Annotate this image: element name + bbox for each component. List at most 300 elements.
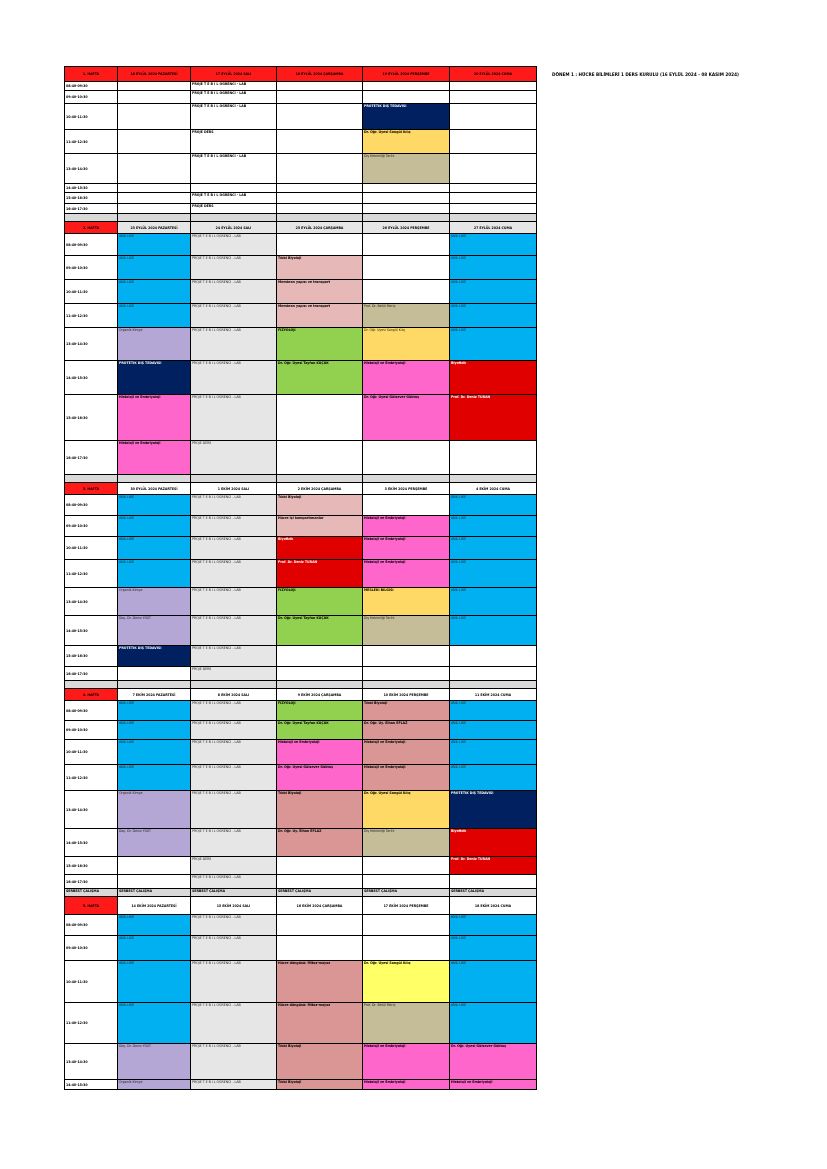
schedule-cell: Organik Kimya [118,588,191,616]
schedule-row [65,721,537,740]
schedule-cell: 11:40-12:30 [65,765,118,791]
schedule-cell: Histoloji ve Embriyoloji [363,516,450,537]
schedule-cell: ANİL LİKE [118,537,191,560]
schedule-cell: PROJE T E B İ L ÖĞRENCİ - LAB [191,701,277,721]
schedule-table [64,66,537,1090]
schedule-cell [118,875,191,889]
schedule-cell: Tıbbi Biyoloji [363,701,450,721]
schedule-cell: Dr. Öğr. Üyesi Tayfun KÜÇÜK [277,721,363,740]
schedule-cell [363,646,450,667]
schedule-cell: ANİL LİKE [450,616,537,646]
schedule-cell: FİZYOLOJİ [277,328,363,361]
schedule-row [65,441,537,475]
schedule-cell [363,214,450,222]
schedule-cell: 08:40-09:30 [65,915,118,936]
document-title: DÖNEM 1 : HÜCRE BİLİMLERİ 1 DERS KURULU (16 EYLÜL 2024 - 08 KASIM 2024) [552,72,739,77]
schedule-cell [277,130,363,154]
schedule-cell [363,184,450,193]
schedule-cell: ANİL LİKE [118,256,191,280]
schedule-cell: PROJE T E B İ L ÖĞRENCİ - LAB [191,91,277,104]
schedule-cell [450,441,537,475]
schedule-cell [277,857,363,875]
schedule-cell: MESLEKİ BİLGİSİ [363,588,450,616]
schedule-row [65,82,537,91]
schedule-cell: PROJE T E B İ L ÖĞRENCİ - LAB [191,616,277,646]
schedule-cell: Hücre döngüsü: Mitoz-mayoz [277,961,363,1003]
schedule-cell: 16:40-17:30 [65,204,118,214]
schedule-cell [363,667,450,681]
schedule-cell [363,91,450,104]
schedule-cell [191,214,277,222]
schedule-cell: ANİL LİKE [118,740,191,765]
schedule-cell: 11:40-12:30 [65,560,118,588]
schedule-cell: 3 EKİM 2024 PERŞEMBE [363,483,450,495]
schedule-cell [277,475,363,483]
schedule-cell: 09:40-10:30 [65,936,118,961]
schedule-row [65,961,537,1003]
schedule-cell: PROJE T E B İ L ÖĞRENCİ - LAB [191,1080,277,1090]
schedule-cell: Tıbbi Biyoloji [277,256,363,280]
schedule-cell: ANİL LİKE [450,701,537,721]
schedule-row [65,915,537,936]
schedule-cell: 16 EKİM 2024 ÇARŞAMBA [277,897,363,915]
schedule-row [65,537,537,560]
schedule-cell [191,184,277,193]
schedule-cell: 23 EYLÜL 2024 PAZARTESİ [118,222,191,234]
schedule-cell: ANİL LİKE [450,304,537,328]
schedule-cell [363,495,450,516]
schedule-cell: Doç. Dr. Deniz YİĞİT [118,616,191,646]
schedule-row [65,681,537,689]
schedule-cell: Doç. Dr. Deniz YİĞİT [118,829,191,857]
schedule-cell: Doç. Dr. Deniz YİĞİT [118,1044,191,1080]
schedule-cell: PROTETİK DİŞ TEDAVİSİ [450,791,537,829]
schedule-row [65,516,537,537]
schedule-cell: ANİL LİKE [118,765,191,791]
schedule-cell: Prof. Dr. Betül Meriç [363,1003,450,1044]
schedule-cell: 19 EYLÜL 2024 PERŞEMBE [363,67,450,82]
schedule-cell: 15 EKİM 2024 SALI [191,897,277,915]
schedule-cell: Histoloji ve Embriyoloji [363,1080,450,1090]
schedule-cell: FİZYOLOJİ [277,701,363,721]
schedule-cell [450,667,537,681]
schedule-row [65,588,537,616]
schedule-cell [65,475,118,483]
schedule-cell [118,91,191,104]
schedule-cell: Dr. Öğr. Üyesi Songül Kılıç [363,791,450,829]
schedule-cell: ANİL LİKE [118,721,191,740]
schedule-cell [277,646,363,667]
schedule-row [65,214,537,222]
schedule-cell: Dr. Öğr. Üyesi Songül Kılıç [363,328,450,361]
schedule-cell: Prof. Dr. Deniz TURAN [450,857,537,875]
schedule-cell: ANİL LİKE [118,495,191,516]
schedule-cell: 15:40-16:30 [65,646,118,667]
schedule-row [65,130,537,154]
schedule-cell [450,681,537,689]
schedule-cell: 30 EYLÜL 2024 PAZARTESİ [118,483,191,495]
schedule-cell: 09:40-10:30 [65,516,118,537]
schedule-cell: PROJE T E B İ L ÖĞRENCİ - LAB [191,193,277,204]
schedule-cell: 08:40-09:30 [65,701,118,721]
schedule-cell: 15:40-16:30 [65,395,118,441]
schedule-cell: PROTETİK DİŞ TEDAVİSİ [363,104,450,130]
schedule-row [65,204,537,214]
schedule-cell [277,193,363,204]
schedule-cell: ANİL LİKE [118,936,191,961]
schedule-cell: 08:40-09:30 [65,495,118,516]
schedule-row [65,897,537,915]
schedule-row [65,280,537,304]
schedule-cell: PROJE T E B İ L ÖĞRENCİ - LAB [191,875,277,889]
schedule-cell: Prof. Dr. Deniz TURAN [277,560,363,588]
schedule-cell: ANİL LİKE [450,495,537,516]
schedule-row [65,889,537,897]
schedule-cell: 2 EKİM 2024 ÇARŞAMBA [277,483,363,495]
schedule-cell [450,184,537,193]
schedule-cell [277,214,363,222]
schedule-cell: ANİL LİKE [450,256,537,280]
schedule-cell [65,214,118,222]
schedule-row [65,936,537,961]
schedule-cell: 17 EYLÜL 2024 SALI [191,67,277,82]
schedule-cell [118,857,191,875]
schedule-cell: 09:40-10:30 [65,721,118,740]
schedule-cell [118,82,191,91]
schedule-cell: Dr. Öğr. Üyesi Songül Kılıç [363,130,450,154]
schedule-cell: ANİL LİKE [118,234,191,256]
schedule-cell: 08:40-09:30 [65,82,118,91]
schedule-cell: 7 EKİM 2024 PAZARTESİ [118,689,191,701]
schedule-cell: PROJE DERS [191,130,277,154]
schedule-cell: 11:40-12:30 [65,304,118,328]
schedule-cell: PROJE T E B İ L ÖĞRENCİ - LAB [191,829,277,857]
schedule-cell [363,857,450,875]
schedule-cell: 27 EYLÜL 2024 CUMA [450,222,537,234]
schedule-cell: ANİL LİKE [450,234,537,256]
schedule-cell: PROJE T E B İ L ÖĞRENCİ - LAB [191,361,277,395]
schedule-cell [450,82,537,91]
schedule-cell: Histoloji ve Embriyoloji [363,560,450,588]
schedule-cell: 17 EKİM 2024 PERŞEMBE [363,897,450,915]
schedule-row [65,740,537,765]
schedule-cell: 18 EYLÜL 2024 ÇARŞAMBA [277,67,363,82]
schedule-row [65,1003,537,1044]
schedule-cell: Histoloji ve Embriyoloji [277,740,363,765]
schedule-cell [118,214,191,222]
schedule-cell: Organik Kimya [118,791,191,829]
schedule-cell: Prof. Dr. Betül Meriç [363,304,450,328]
schedule-cell: PROJE T E B İ L ÖĞRENCİ - LAB [191,1044,277,1080]
schedule-cell: Biyofizik [450,361,537,395]
schedule-cell [277,104,363,130]
schedule-cell: PROJE T E B İ L ÖĞRENCİ - LAB [191,154,277,184]
schedule-cell: Dr. Öğr. Üyesi Gülsever Güktaş [450,1044,537,1080]
schedule-cell: ANİL LİKE [118,1003,191,1044]
schedule-cell: 14:40-15:30 [65,829,118,857]
schedule-cell: Diş Hekimliği Tarihi [363,829,450,857]
schedule-cell: SERBEST ÇALIŞMA [118,889,191,897]
schedule-cell: 2. HAFTA [65,222,118,234]
schedule-row [65,483,537,495]
schedule-cell: ANİL LİKE [450,1003,537,1044]
schedule-row [65,701,537,721]
schedule-cell: PROJE DERS [191,204,277,214]
schedule-cell [450,130,537,154]
schedule-cell: 3. HAFTA [65,483,118,495]
schedule-cell [277,91,363,104]
schedule-cell [277,204,363,214]
schedule-cell [277,441,363,475]
week-header-row [65,67,537,82]
schedule-cell [118,193,191,204]
schedule-cell [65,681,118,689]
schedule-cell [363,193,450,204]
schedule-row [65,689,537,701]
schedule-cell: Prof. Dr. Deniz TURAN [450,395,537,441]
schedule-cell: PROTETİK DİŞ TEDAVİSİ [118,646,191,667]
schedule-cell: 10:40-11:30 [65,961,118,1003]
schedule-row [65,104,537,130]
schedule-cell [363,82,450,91]
schedule-cell [277,936,363,961]
schedule-cell: Diş Hekimliği Tarihi [363,154,450,184]
schedule-cell: ANİL LİKE [450,721,537,740]
schedule-cell: 11 EKİM 2024 CUMA [450,689,537,701]
schedule-cell: ANİL LİKE [118,560,191,588]
schedule-row [65,829,537,857]
schedule-cell: Hücre içi kompartımanlar [277,516,363,537]
schedule-cell: 13:40-14:30 [65,791,118,829]
schedule-cell: Histoloji ve Embriyoloji [118,441,191,475]
schedule-cell: ANİL LİKE [450,765,537,791]
schedule-row [65,256,537,280]
schedule-cell: Dr. Öğr. Üyesi Songül Kılıç [363,961,450,1003]
schedule-cell: Dr. Öğr. Üy. Elhan EFLAZ [363,721,450,740]
schedule-cell: 16:40-17:30 [65,875,118,889]
schedule-cell [363,280,450,304]
schedule-cell: Organik Kimya [118,328,191,361]
schedule-cell: SERBEST ÇALIŞMA [191,889,277,897]
schedule-cell: 11:40-12:30 [65,130,118,154]
schedule-cell: PROJE T E B İ L ÖĞRENCİ - LAB [191,516,277,537]
schedule-cell [363,681,450,689]
schedule-cell [363,875,450,889]
schedule-row [65,154,537,184]
schedule-cell [450,104,537,130]
week-label: 1. HAFTA [65,67,118,82]
schedule-cell [363,234,450,256]
schedule-cell: 14:40-15:30 [65,184,118,193]
schedule-cell [450,646,537,667]
schedule-cell: Tıbbi Biyoloji [277,1044,363,1080]
schedule-cell: PROJE T E B İ L ÖĞRENCİ - LAB [191,304,277,328]
schedule-cell: 18 EKİM 2024 CUMA [450,897,537,915]
schedule-cell: 25 EYLÜL 2024 ÇARŞAMBA [277,222,363,234]
schedule-cell [277,915,363,936]
schedule-row [65,234,537,256]
schedule-cell: 14 EKİM 2024 PAZARTESİ [118,897,191,915]
schedule-cell: 10 EKİM 2024 PERŞEMBE [363,689,450,701]
schedule-cell [277,681,363,689]
schedule-cell: SERBEST ÇALIŞMA [363,889,450,897]
schedule-cell: ANİL LİKE [118,961,191,1003]
schedule-cell: 14:40-15:30 [65,616,118,646]
schedule-cell: 14:40-15:30 [65,1080,118,1090]
schedule-cell: 16:40-17:30 [65,441,118,475]
schedule-cell: 13:40-14:30 [65,588,118,616]
schedule-cell: 13:40-14:30 [65,1044,118,1080]
schedule-cell [450,91,537,104]
schedule-cell [191,475,277,483]
schedule-cell: Hücre döngüsü: Mitoz-mayoz [277,1003,363,1044]
schedule-cell [363,256,450,280]
schedule-cell [363,475,450,483]
schedule-cell [363,915,450,936]
schedule-cell [118,130,191,154]
schedule-cell: PROJE DERS [191,441,277,475]
schedule-cell: 13:40-14:30 [65,328,118,361]
schedule-cell: PROJE T E B İ L ÖĞRENCİ - LAB [191,1003,277,1044]
schedule-cell [277,875,363,889]
schedule-cell [118,667,191,681]
schedule-cell [277,395,363,441]
schedule-cell: ANİL LİKE [450,516,537,537]
schedule-cell: 16:40-17:30 [65,667,118,681]
schedule-cell: Tıbbi Biyoloji [277,791,363,829]
schedule-cell: SERBEST ÇALIŞMA [277,889,363,897]
schedule-cell: 10:40-11:30 [65,104,118,130]
schedule-cell: PROJE T E B İ L ÖĞRENCİ - LAB [191,588,277,616]
schedule-cell [450,475,537,483]
schedule-cell: ANİL LİKE [118,280,191,304]
schedule-row [65,765,537,791]
schedule-cell: ANİL LİKE [450,915,537,936]
schedule-cell [118,475,191,483]
schedule-cell: ANİL LİKE [450,740,537,765]
schedule-row [65,1044,537,1080]
schedule-cell [450,875,537,889]
schedule-cell: PROJE T E B İ L ÖĞRENCİ - LAB [191,721,277,740]
schedule-cell: 15:40-16:30 [65,857,118,875]
schedule-cell: SERBEST ÇALIŞMA [65,889,118,897]
schedule-cell: PROJE T E B İ L ÖĞRENCİ - LAB [191,646,277,667]
schedule-cell [277,667,363,681]
schedule-row [65,304,537,328]
schedule-cell: Biyofizik [450,829,537,857]
schedule-cell: PROJE DERS [191,667,277,681]
schedule-cell: 14:40-15:30 [65,361,118,395]
schedule-cell: ANİL LİKE [118,516,191,537]
schedule-cell: 9 EKİM 2024 ÇARŞAMBA [277,689,363,701]
schedule-row [65,475,537,483]
schedule-cell: Histoloji ve Embriyoloji [118,395,191,441]
schedule-cell: Histoloji ve Embriyoloji [363,361,450,395]
schedule-cell: PROJE T E B İ L ÖĞRENCİ - LAB [191,328,277,361]
schedule-cell: PROJE T E B İ L ÖĞRENCİ - LAB [191,740,277,765]
schedule-cell: PROJE T E B İ L ÖĞRENCİ - LAB [191,280,277,304]
schedule-cell: ANİL LİKE [450,936,537,961]
schedule-cell: PROJE T E B İ L ÖĞRENCİ - LAB [191,104,277,130]
schedule-cell: PROJE DERS [191,857,277,875]
schedule-cell: 4. HAFTA [65,689,118,701]
schedule-cell: 13:40-14:30 [65,154,118,184]
schedule-cell: PROJE T E B İ L ÖĞRENCİ - LAB [191,395,277,441]
schedule-cell: ANİL LİKE [450,588,537,616]
schedule-cell [363,204,450,214]
schedule-cell: Biyofizik [277,537,363,560]
schedule-cell: Tıbbi Biyoloji [277,495,363,516]
schedule-cell: Tıbbi Biyoloji [277,1080,363,1090]
schedule-cell: 09:40-10:30 [65,91,118,104]
schedule-row [65,791,537,829]
schedule-cell: ANİL LİKE [450,280,537,304]
schedule-cell: PROJE T E B İ L ÖĞRENCİ - LAB [191,915,277,936]
schedule-cell: 4 EKİM 2024 CUMA [450,483,537,495]
schedule-cell [277,154,363,184]
schedule-cell [118,104,191,130]
schedule-cell: 08:40-09:30 [65,234,118,256]
schedule-cell: PROJE T E B İ L ÖĞRENCİ - LAB [191,560,277,588]
schedule-cell: Organik Kimya [118,1080,191,1090]
schedule-cell: 09:40-10:30 [65,256,118,280]
schedule-row [65,857,537,875]
schedule-cell: Dr. Öğr. Üyesi Gülsever Güktaş [363,395,450,441]
schedule-cell [277,234,363,256]
schedule-cell: Histoloji ve Embriyoloji [363,537,450,560]
schedule-row [65,395,537,441]
schedule-cell: Dr. Öğr. Üyesi Gülsever Güktaş [277,765,363,791]
schedule-cell: ANİL LİKE [118,915,191,936]
schedule-cell [118,154,191,184]
schedule-row [65,875,537,889]
schedule-cell [118,204,191,214]
schedule-cell: PROJE T E B İ L ÖĞRENCİ - LAB [191,961,277,1003]
schedule-cell: Membran yapısı ve transport [277,304,363,328]
schedule-cell: ANİL LİKE [118,701,191,721]
schedule-cell: 20 EYLÜL 2024 CUMA [450,67,537,82]
schedule-cell: Dr. Öğr. Üyesi Tayfun KÜÇÜK [277,616,363,646]
schedule-cell: FİZYOLOJİ [277,588,363,616]
schedule-cell: SERBEST ÇALIŞMA [450,889,537,897]
schedule-cell: ANİL LİKE [450,961,537,1003]
schedule-row [65,361,537,395]
schedule-cell: Histoloji ve Embriyoloji [363,1044,450,1080]
schedule-cell: PROTETİK DİŞ TEDAVİSİ [118,361,191,395]
schedule-cell: 10:40-11:30 [65,537,118,560]
schedule-cell: ANİL LİKE [118,304,191,328]
schedule-cell: PROJE T E B İ L ÖĞRENCİ - LAB [191,234,277,256]
schedule-cell: PROJE T E B İ L ÖĞRENCİ - LAB [191,256,277,280]
schedule-cell: PROJE T E B İ L ÖĞRENCİ - LAB [191,495,277,516]
schedule-cell: Membran yapısı ve transport [277,280,363,304]
schedule-cell: 8 EKİM 2024 SALI [191,689,277,701]
schedule-cell: Dr. Öğr. Üy. Elhan EFLAZ [277,829,363,857]
schedule-cell: Histoloji ve Embriyoloji [450,1080,537,1090]
schedule-cell: 11:40-12:30 [65,1003,118,1044]
schedule-cell: PROJE T E B İ L ÖĞRENCİ - LAB [191,537,277,560]
schedule-cell [450,193,537,204]
schedule-row [65,184,537,193]
schedule-cell: PROJE T E B İ L ÖĞRENCİ - LAB [191,936,277,961]
schedule-cell [118,184,191,193]
schedule-row [65,328,537,361]
schedule-row [65,222,537,234]
schedule-cell: ANİL LİKE [450,560,537,588]
schedule-cell: Dr. Öğr. Üyesi Tayfun KÜÇÜK [277,361,363,395]
schedule-cell [450,214,537,222]
schedule-cell [363,936,450,961]
